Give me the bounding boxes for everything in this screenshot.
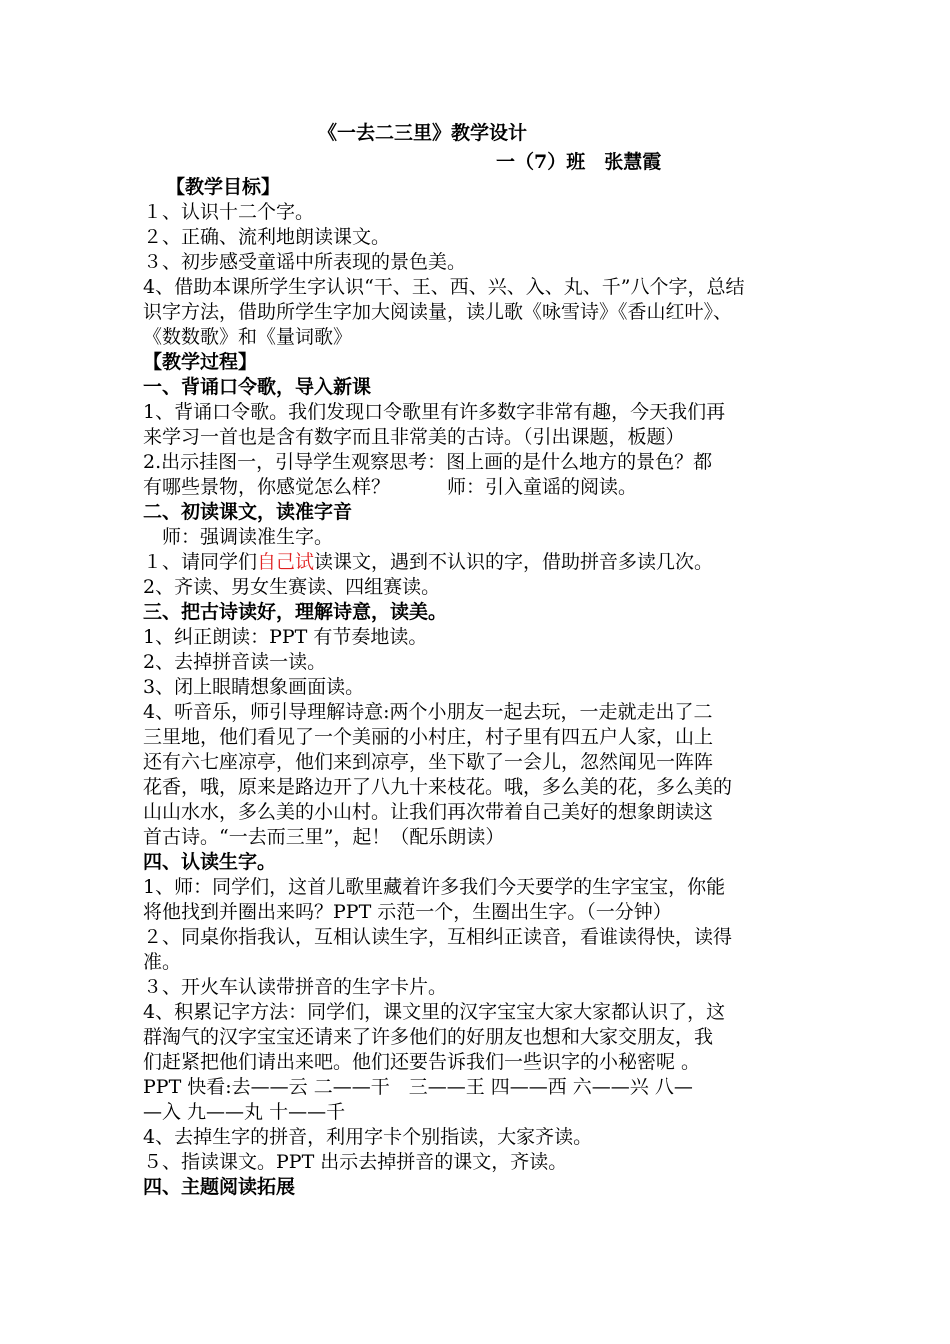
goals-heading: 【教学目标】 [166, 176, 281, 198]
section-2-heading: 二、初读课文，读准字音 [143, 501, 353, 523]
section-2-note: 师：强调读准生字。 [143, 526, 334, 548]
section-2-para-1-start: １、请同学们 [143, 551, 258, 573]
section-4-para-1-line-2: 将他找到并圈出来吗？PPT 示范一个，生圈出生字。（一分钟） [143, 901, 672, 923]
section-4-para-2-line-1: ２、同桌你指我认，互相认读生字，互相纠正读音，看谁读得快，读得 [143, 926, 733, 948]
section-3-para-4-line-3: 还有六七座凉亭，他们来到凉亭，坐下歇了一会儿，忽然闻见一阵阵 [143, 751, 714, 773]
highlighted-text: 自己试 [257, 551, 315, 573]
section-1-para-1-line-2: 来学习一首也是含有数字而且非常美的古诗。（引出课题，板题） [143, 426, 685, 448]
section-5-heading: 四、主题阅读拓展 [143, 1176, 296, 1198]
goal-4-line-2: 识字方法，借助所学生字加大阅读量，读儿歌《咏雪诗》《香山红叶》、 [143, 301, 733, 323]
doc-title: 《一去二三里》教学设计 [318, 122, 528, 144]
section-3-para-4-line-1: 4、听音乐，师引导理解诗意:两个小朋友一起去玩，一走就走出了二 [143, 701, 713, 723]
goal-2: ２、正确、流利地朗读课文。 [143, 226, 391, 248]
section-3-para-4-line-5: 山山水水，多么美的小山村。让我们再次带着自己美好的想象朗读这 [143, 801, 714, 823]
section-3-para-1: 1、纠正朗读：PPT 有节奏地读。 [143, 626, 428, 648]
section-4-para-4-line-4: PPT 快看:去——云 二——干 三——王 四——西 六——兴 八— [143, 1076, 693, 1098]
section-1-para-1-line-1: 1、背诵口令歌。我们发现口令歌里有许多数字非常有趣，今天我们再 [143, 401, 726, 423]
section-4-para-5: 4、去掉生字的拼音，利用字卡个别指读，大家齐读。 [143, 1126, 593, 1148]
section-3-para-4-line-6: 首古诗。“一去而三里”，起！（配乐朗读） [143, 826, 505, 848]
section-4-para-4-line-5: —入 九——丸 十——千 [143, 1101, 346, 1123]
section-3-heading: 三、把古诗读好，理解诗意，读美。 [143, 601, 448, 623]
section-1-para-2-line-2: 有哪些景物，你感觉怎么样？ 师：引入童谣的阅读。 [143, 476, 638, 498]
process-heading: 【教学过程】 [143, 351, 258, 373]
section-1-para-2-line-1: 2.出示挂图一，引导学生观察思考：图上画的是什么地方的景色？都 [143, 451, 713, 473]
section-4-para-2-line-2: 准。 [143, 951, 182, 973]
section-4-para-4-line-3: 们赶紧把他们请出来吧。他们还要告诉我们一些识字的小秘密呢 。 [143, 1051, 701, 1073]
goal-4-line-3: 《数数歌》和《量词歌》 [143, 326, 353, 348]
section-4-heading: 四、认读生字。 [143, 851, 277, 873]
goal-1: １、认识十二个字。 [143, 201, 315, 223]
section-1-heading: 一、背诵口令歌，导入新课 [143, 376, 372, 398]
section-2-para-2: 2、齐读、男女生赛读、四组赛读。 [143, 576, 441, 598]
goal-3: ３、初步感受童谣中所表现的景色美。 [143, 251, 467, 273]
section-4-para-4-line-1: 4、积累记字方法：同学们，课文里的汉字宝宝大家大家都认识了，这 [143, 1001, 726, 1023]
section-4-para-1-line-1: 1、师：同学们，这首儿歌里藏着许多我们今天要学的生字宝宝，你能 [143, 876, 726, 898]
section-4-para-3: ３、开火车认读带拼音的生字卡片。 [143, 976, 448, 998]
doc-author: 一（7）班 张慧霞 [496, 151, 662, 173]
section-4-para-6: ５、指读课文。PPT 出示去掉拼音的课文，齐读。 [143, 1151, 568, 1173]
section-2-para-1-end: 读课文，遇到不认识的字，借助拼音多读几次。 [314, 551, 714, 573]
section-3-para-4-line-4: 花香，哦，原来是路边开了八九十来枝花。哦，多么美的花，多么美的 [143, 776, 733, 798]
section-3-para-2: 2、去掉拼音读一读。 [143, 651, 327, 673]
section-3-para-3: 3、闭上眼睛想象画面读。 [143, 676, 365, 698]
section-4-para-4-line-2: 群淘气的汉字宝宝还请来了许多他们的好朋友也想和大家交朋友，我 [143, 1026, 714, 1048]
goal-4-line-1: 4、借助本课所学生字认识“干、王、西、兴、入、丸、千”八个字，总结 [143, 276, 745, 298]
section-2-para-1 [143, 550, 823, 575]
section-3-para-4-line-2: 三里地，他们看见了一个美丽的小村庄，村子里有四五户人家，山上 [143, 726, 714, 748]
